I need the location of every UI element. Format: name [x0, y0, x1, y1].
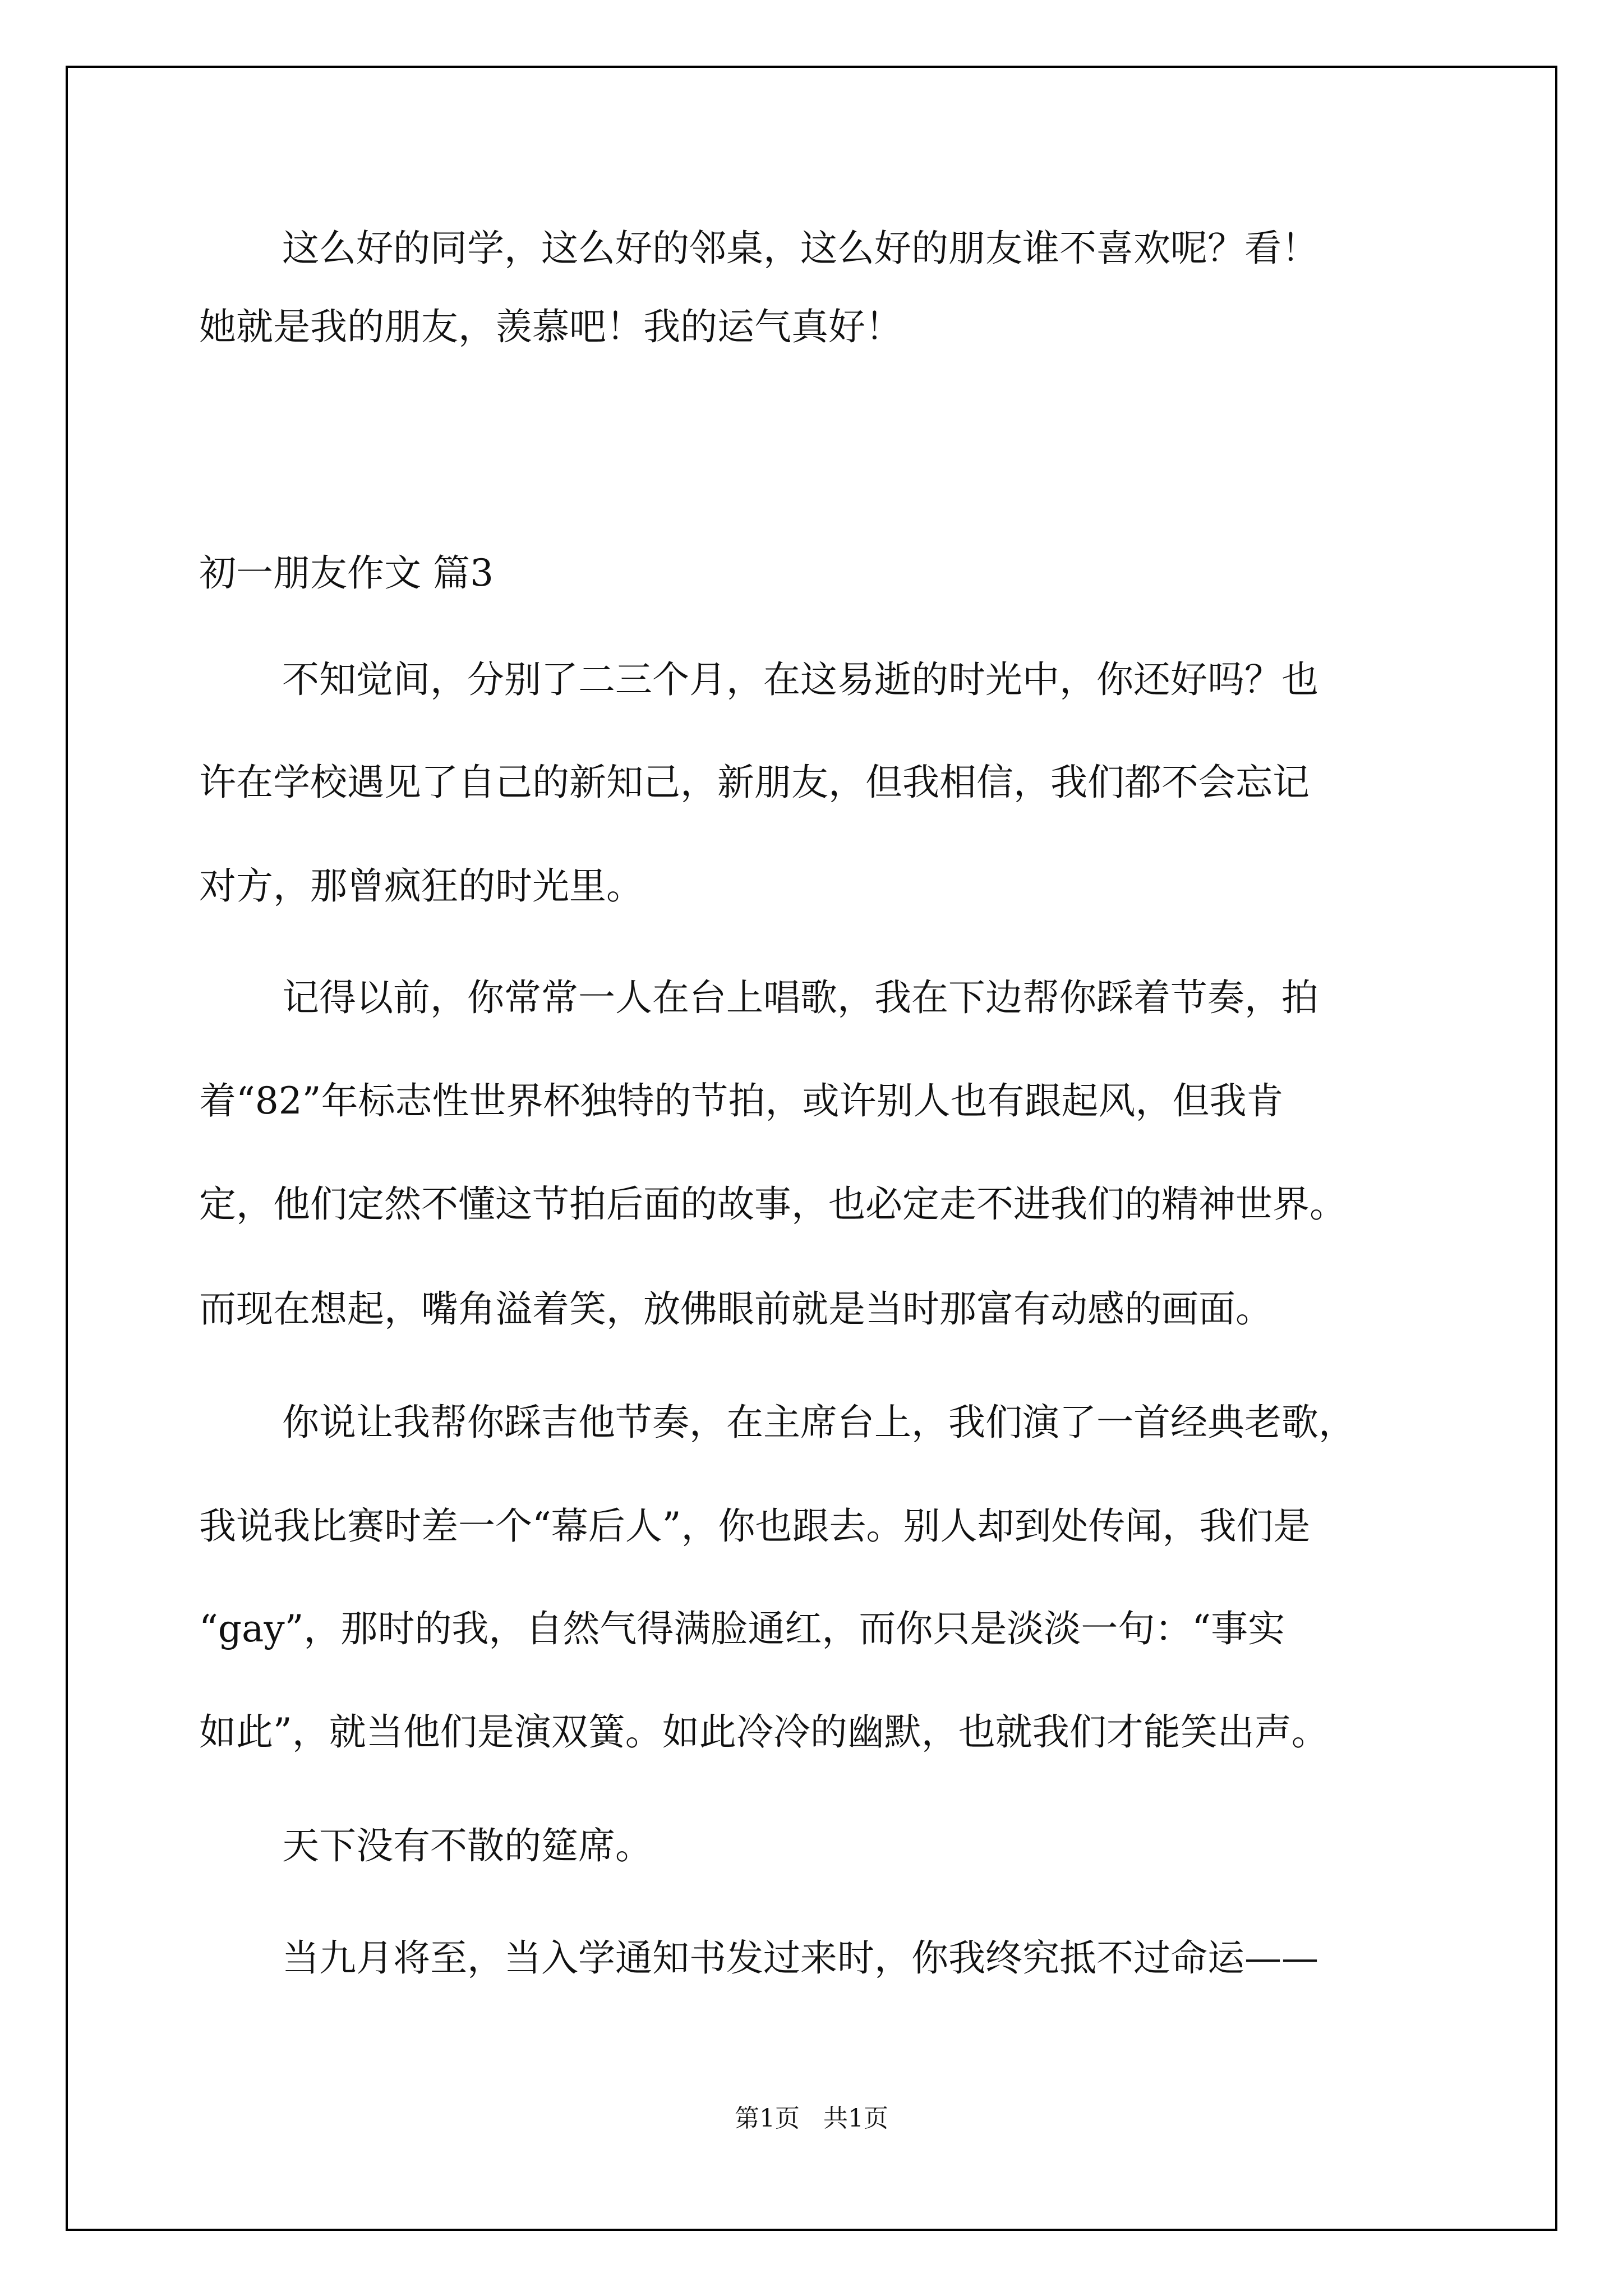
p3-line-3: 定，他们定然不懂这节拍后面的故事，也必定走不进我们的精神世界。	[199, 1182, 1347, 1226]
p2-line-1: 不知觉间，分别了二三个月，在这易逝的时光中，你还好吗？也	[282, 658, 1318, 701]
page-frame	[66, 66, 1557, 2231]
p3-line-2: 着“82”年标志性世界杯独特的节拍，或许别人也有跟起风，但我肯	[199, 1079, 1284, 1122]
p6-line-1: 当九月将至，当入学通知书发过来时，你我终究抵不过命运——	[282, 1936, 1318, 1980]
p4-line-3: “gay”，那时的我，自然气得满脸通红，而你只是淡淡一句：“事实	[199, 1607, 1285, 1650]
p4-line-1: 你说让我帮你踩吉他节奏，在主席台上，我们演了一首经典老歌，	[282, 1401, 1355, 1444]
p1-line-1: 这么好的同学，这么好的邻桌，这么好的朋友谁不喜欢呢？看！	[282, 227, 1318, 270]
section-heading: 初一朋友作文 篇3	[199, 551, 494, 595]
page-footer	[0, 2098, 1623, 2134]
page-number-total: 共1页	[823, 2104, 888, 2133]
p2-line-2: 许在学校遇见了自己的新知己，新朋友，但我相信，我们都不会忘记	[199, 761, 1310, 804]
p4-line-2: 我说我比赛时差一个“幕后人”，你也跟去。别人却到处传闻，我们是	[199, 1504, 1311, 1548]
p1-line-2: 她就是我的朋友，羡慕吧！我的运气真好！	[199, 305, 902, 348]
p4-line-4: 如此”，就当他们是演双簧。如此冷冷的幽默，也就我们才能笑出声。	[199, 1710, 1329, 1754]
p5-line-1: 天下没有不散的筵席。	[282, 1824, 652, 1867]
p3-line-4: 而现在想起，嘴角溢着笑，放佛眼前就是当时那富有动感的画面。	[199, 1287, 1272, 1331]
p3-line-1: 记得以前，你常常一人在台上唱歌，我在下边帮你踩着节奏，拍	[282, 976, 1318, 1019]
p2-line-3: 对方，那曾疯狂的时光里。	[199, 864, 643, 908]
page-number-current: 第1页	[735, 2104, 800, 2133]
